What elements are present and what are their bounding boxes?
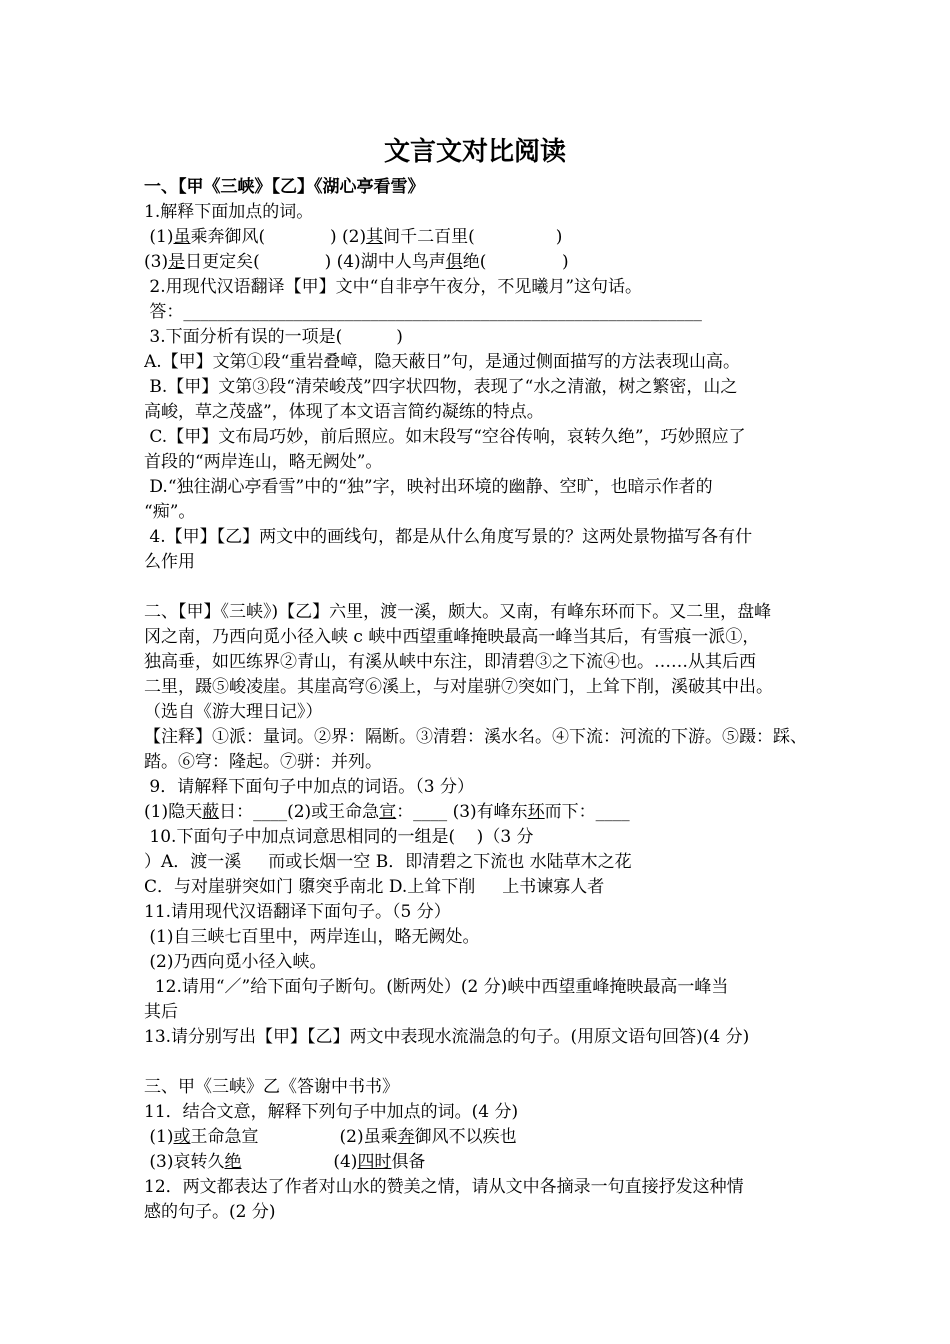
text-line: 3.下面分析有误的一项是( ): [144, 327, 403, 347]
text-line: C．与对崖骈突如门 隳突乎南北 D.上耸下削 上书谏寡人者: [144, 877, 605, 897]
document-body: [144, 175, 812, 1225]
text-line: 高峻，草之茂盛”，体现了本文语言简约凝练的特点。: [144, 402, 544, 422]
text-line: 13.请分别写出【甲】【乙】两文中表现水流湍急的句子。(用原文语句回答)(4 分): [144, 1027, 750, 1047]
text-line: (3)哀转久绝 (4)四时俱备: [144, 1152, 426, 1172]
underlined-word: 其: [366, 227, 384, 247]
text-line: 冈之南，乃西向觅小径入峡 c 峡中西望重峰掩映最高一峰当其后，有雪痕一派①，: [144, 627, 760, 647]
underlined-word: 宣: [379, 802, 397, 822]
text-line: B.【甲】文第③段“清荣峻茂”四字状四物，表现了“水之清澈，树之繁密，山之: [144, 377, 738, 397]
text-line: 三、甲《三峡》乙《答谢中书书》: [144, 1077, 399, 1097]
text-line: 二里，蹑⑤峻凌崖。其崖高穹⑥溪上，与对崖骈⑦突如门，上耸下削，溪破其中出。: [144, 677, 773, 697]
underlined-word: 四时: [357, 1152, 392, 1172]
text-line: 9．请解释下面句子中加点的词语。（3 分）: [144, 777, 474, 797]
underlined-word: 是: [168, 252, 186, 272]
text-line: (1)虽乘奔御风( ) (2)其间千二百里( ): [144, 227, 563, 247]
document-title: 文言文对比阅读: [383, 137, 566, 167]
text-line: 11.请用现代汉语翻译下面句子。（5 分）: [144, 902, 451, 922]
text-line: 踏。⑥穹：隆起。⑦骈：并列。: [144, 752, 382, 772]
text-line: 二、【甲】《三峡》)【乙】六里，渡一溪，颇大。又南，有峰东环而下。又二里，盘峰: [144, 602, 772, 622]
text-line: 首段的“两岸连山，略无阙处”。: [144, 452, 383, 472]
text-line: 10.下面句子中加点词意思相同的一组是( )（3 分: [144, 827, 534, 847]
blank-line: [144, 575, 812, 600]
underlined-word: 虽: [173, 227, 191, 247]
text-line: 【注释】①派：量词。②界：隔断。③清碧：溪水名。④下流：河流的下游。⑤蹑：踩、: [144, 727, 807, 747]
text-line: 4.【甲】【乙】两文中的画线句，都是从什么角度写景的？这两处景物描写各有什: [144, 527, 753, 547]
underlined-word: 或: [173, 1127, 191, 1147]
text-line: “痴”。: [144, 502, 196, 522]
text-line: 么作用: [144, 552, 195, 572]
text-line: 独高垂，如匹练界②青山，有溪从峡中东注，即清碧③之下流④也。……从其后西: [144, 652, 756, 672]
underlined-word: 奔: [397, 1127, 415, 1147]
text-line: （选自《游大理日记》）: [144, 702, 323, 722]
text-line: (2)乃西向觅小径入峡。: [144, 952, 327, 972]
text-line: 2.用现代汉语翻译【甲】文中“自非亭午夜分，不见曦月”这句话。: [144, 277, 643, 297]
text-line: (1)隐天蔽日：____(2)或王命急宣：____ (3)有峰东环而下：____: [144, 802, 630, 822]
text-line: 答：_____________________________________________________________: [144, 302, 702, 322]
underlined-word: 环: [527, 802, 545, 822]
text-line: 11．结合文意，解释下列句子中加点的词。(4 分): [144, 1102, 519, 1122]
text-line: 12.请用“／”给下面句子断句。(断两处）(2 分)峡中西望重峰掩映最高一峰当: [144, 977, 729, 997]
text-line: 其后: [144, 1002, 178, 1022]
text-line: (1)自三峡七百里中，两岸连山，略无阙处。: [144, 927, 480, 947]
text-line: ）A．渡一溪 而或长烟一空 B．即清碧之下流也 水陆草木之花: [144, 852, 632, 872]
blank-line: [144, 1050, 812, 1075]
underlined-word: 绝: [224, 1152, 242, 1172]
text-line: (1)或王命急宣 (2)虽乘奔御风不以疾也: [144, 1127, 517, 1147]
text-line: C.【甲】文布局巧妙，前后照应。如末段写“空谷传响，哀转久绝”，巧妙照应了: [144, 427, 746, 447]
underlined-word: 蔽: [202, 802, 220, 822]
text-line: A.【甲】文第①段“重岩叠嶂，隐天蔽日”句，是通过侧面描写的方法表现山高。: [144, 352, 741, 372]
underlined-word: 俱: [445, 252, 463, 272]
text-line: D.“独往湖心亭看雪”中的“独”字，映衬出环境的幽静、空旷，也暗示作者的: [144, 477, 713, 497]
text-line: 一、【甲《三峡》【乙】《湖心亭看雪》: [144, 177, 425, 197]
text-line: 1.解释下面加点的词。: [144, 202, 314, 222]
text-line: (3)是日更定矣( ) (4)湖中人鸟声俱绝( ): [144, 252, 569, 272]
text-line: 感的句子。(2 分): [144, 1202, 276, 1222]
text-line: 12．两文都表达了作者对山水的赞美之情，请从文中各摘录一句直接抒发这种情: [144, 1177, 744, 1197]
